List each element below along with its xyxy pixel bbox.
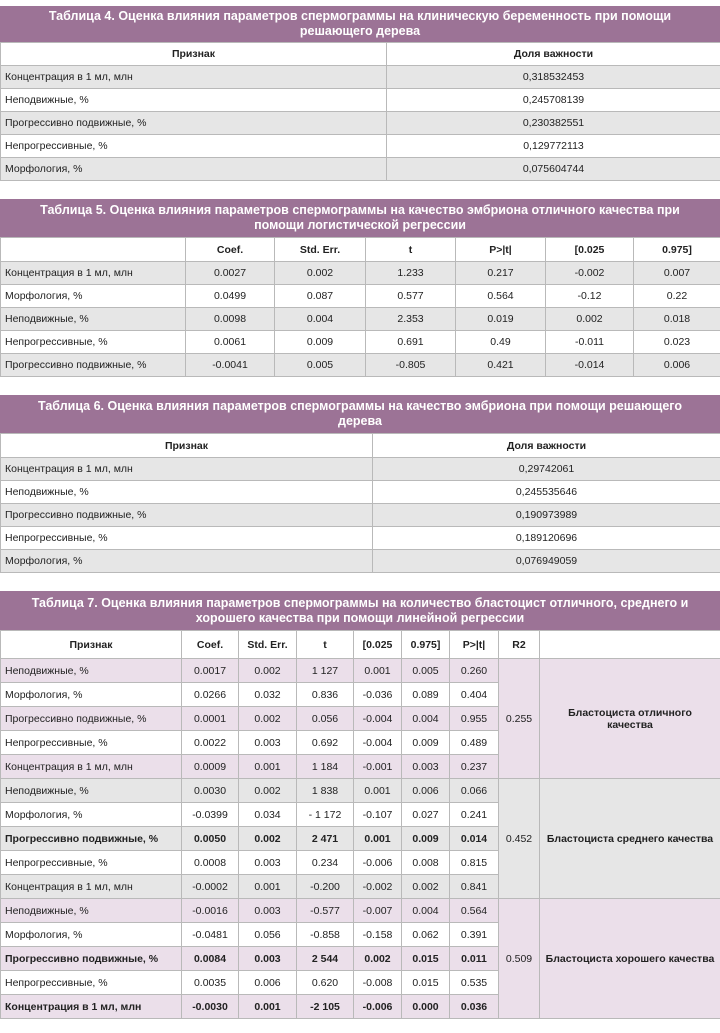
cell-value: 0.007 <box>634 262 720 285</box>
cell-value: 0.620 <box>297 971 354 995</box>
cell-value: 0.019 <box>456 308 546 331</box>
table-5 <box>0 199 720 377</box>
cell-value: 0.241 <box>450 803 499 827</box>
cell-value: 0.955 <box>450 707 499 731</box>
row-label: Прогрессивно подвижные, % <box>1 827 182 851</box>
r2-value: 0.452 <box>499 779 540 899</box>
cell-value: -0.036 <box>354 683 402 707</box>
row-label: Непрогрессивные, % <box>1 971 182 995</box>
cell-value: -0.001 <box>354 755 402 779</box>
row-label: Неподвижные, % <box>1 89 387 112</box>
cell-value: -0.014 <box>546 354 634 377</box>
cell-value: -0.158 <box>354 923 402 947</box>
column-header: [0.025 <box>546 238 634 262</box>
row-label: Непрогрессивные, % <box>1 331 186 354</box>
cell-value: -0.107 <box>354 803 402 827</box>
cell-value: -0.006 <box>354 851 402 875</box>
cell-value: 1 184 <box>297 755 354 779</box>
cell-value: 0.692 <box>297 731 354 755</box>
table-row <box>1 550 720 573</box>
row-label: Концентрация в 1 мл, млн <box>1 875 182 899</box>
cell-value: 0.056 <box>239 923 297 947</box>
cell-value: 0.004 <box>402 707 450 731</box>
column-header <box>1 238 186 262</box>
cell-value: 0.0022 <box>182 731 239 755</box>
cell-value: -0.0016 <box>182 899 239 923</box>
cell-value: 0.089 <box>402 683 450 707</box>
cell-value: 1 127 <box>297 659 354 683</box>
cell-value: 0.0035 <box>182 971 239 995</box>
cell-value: -0.002 <box>354 875 402 899</box>
cell-value: 0.815 <box>450 851 499 875</box>
column-header: Доля важности <box>387 43 720 66</box>
column-header: 0.975] <box>402 631 450 659</box>
cell-value: 0.000 <box>402 995 450 1019</box>
cell-value: 0.002 <box>239 659 297 683</box>
column-header: P>|t| <box>456 238 546 262</box>
group-label: Бластоциста отличного качества <box>540 659 720 779</box>
cell-value: 0.087 <box>275 285 366 308</box>
column-header: t <box>366 238 456 262</box>
cell-value: -0.0399 <box>182 803 239 827</box>
cell-value: 0,129772113 <box>387 135 720 158</box>
cell-value: 0.006 <box>402 779 450 803</box>
row-label: Морфология, % <box>1 803 182 827</box>
cell-value: 0,075604744 <box>387 158 720 181</box>
cell-value: 0.0009 <box>182 755 239 779</box>
cell-value: -0.011 <box>546 331 634 354</box>
cell-value: 0.0499 <box>186 285 275 308</box>
cell-value: 0.014 <box>450 827 499 851</box>
cell-value: -0.004 <box>354 731 402 755</box>
cell-value: 0.841 <box>450 875 499 899</box>
cell-value: 2 544 <box>297 947 354 971</box>
cell-value: 0.001 <box>239 875 297 899</box>
r2-value: 0.255 <box>499 659 540 779</box>
table-5-grid <box>0 237 720 377</box>
table-5-title: Таблица 5. Оценка влияния параметров спермограммы на качество эмбриона отличного качества при помощи логистической регрессии <box>0 199 720 237</box>
cell-value: -2 105 <box>297 995 354 1019</box>
cell-value: 2 471 <box>297 827 354 851</box>
row-label: Неподвижные, % <box>1 779 182 803</box>
row-label: Непрогрессивные, % <box>1 731 182 755</box>
cell-value: 0.027 <box>402 803 450 827</box>
table-row <box>1 66 720 89</box>
cell-value: -0.004 <box>354 707 402 731</box>
cell-value: 0.011 <box>450 947 499 971</box>
cell-value: 0.001 <box>354 779 402 803</box>
cell-value: 0.577 <box>366 285 456 308</box>
column-header: Признак <box>1 631 182 659</box>
cell-value: 2.353 <box>366 308 456 331</box>
cell-value: 0.002 <box>239 707 297 731</box>
table-row <box>1 354 720 377</box>
table-7-grid <box>0 630 720 1019</box>
cell-value: -0.12 <box>546 285 634 308</box>
row-label: Морфология, % <box>1 923 182 947</box>
cell-value: 0.564 <box>456 285 546 308</box>
column-header: P>|t| <box>450 631 499 659</box>
row-label: Прогрессивно подвижные, % <box>1 354 186 377</box>
cell-value: 1.233 <box>366 262 456 285</box>
cell-value: 0.062 <box>402 923 450 947</box>
table-7-title: Таблица 7. Оценка влияния параметров спермограммы на количество бластоцист отличного, среднего и хорошего качества при помощи линейной регрессии <box>0 591 720 630</box>
cell-value: 0.0084 <box>182 947 239 971</box>
cell-value: 0,230382551 <box>387 112 720 135</box>
table-row <box>1 89 720 112</box>
column-header: Coef. <box>182 631 239 659</box>
cell-value: 0.034 <box>239 803 297 827</box>
column-header <box>540 631 720 659</box>
cell-value: 0.003 <box>239 851 297 875</box>
column-header: 0.975] <box>634 238 720 262</box>
row-label: Концентрация в 1 мл, млн <box>1 458 373 481</box>
column-header: R2 <box>499 631 540 659</box>
table-row <box>1 308 720 331</box>
table-4-title: Таблица 4. Оценка влияния параметров спермограммы на клиническую беременность при помощи решающего дерева <box>0 6 720 42</box>
row-label: Концентрация в 1 мл, млн <box>1 262 186 285</box>
table-row <box>1 504 720 527</box>
table-7 <box>0 591 720 1019</box>
cell-value: 0.002 <box>239 779 297 803</box>
cell-value: 0.002 <box>354 947 402 971</box>
cell-value: 0.22 <box>634 285 720 308</box>
column-header: [0.025 <box>354 631 402 659</box>
cell-value: -0.006 <box>354 995 402 1019</box>
cell-value: 0.836 <box>297 683 354 707</box>
cell-value: 0.015 <box>402 947 450 971</box>
row-label: Непрогрессивные, % <box>1 135 387 158</box>
row-label: Неподвижные, % <box>1 899 182 923</box>
table-row <box>1 779 720 803</box>
table-4-grid <box>0 42 720 181</box>
cell-value: 0.004 <box>275 308 366 331</box>
cell-value: 0,189120696 <box>373 527 720 550</box>
row-label: Концентрация в 1 мл, млн <box>1 66 387 89</box>
cell-value: 0.002 <box>275 262 366 285</box>
cell-value: 0.002 <box>402 875 450 899</box>
row-label: Неподвижные, % <box>1 659 182 683</box>
cell-value: 0.003 <box>239 731 297 755</box>
row-label: Непрогрессивные, % <box>1 851 182 875</box>
row-label: Прогрессивно подвижные, % <box>1 112 387 135</box>
cell-value: 0,29742061 <box>373 458 720 481</box>
cell-value: 0,318532453 <box>387 66 720 89</box>
cell-value: - 1 172 <box>297 803 354 827</box>
cell-value: 0.032 <box>239 683 297 707</box>
group-label: Бластоциста среднего качества <box>540 779 720 899</box>
row-label: Морфология, % <box>1 550 373 573</box>
row-label: Концентрация в 1 мл, млн <box>1 995 182 1019</box>
cell-value: 0.234 <box>297 851 354 875</box>
table-row <box>1 262 720 285</box>
cell-value: 0.001 <box>354 827 402 851</box>
table-row <box>1 458 720 481</box>
cell-value: 0.217 <box>456 262 546 285</box>
cell-value: 0.564 <box>450 899 499 923</box>
row-label: Морфология, % <box>1 158 387 181</box>
cell-value: -0.0041 <box>186 354 275 377</box>
cell-value: 0.001 <box>354 659 402 683</box>
cell-value: 0,190973989 <box>373 504 720 527</box>
table-6 <box>0 395 720 573</box>
cell-value: 0.0050 <box>182 827 239 851</box>
cell-value: 0.056 <box>297 707 354 731</box>
table-4 <box>0 6 720 181</box>
cell-value: 0.006 <box>634 354 720 377</box>
cell-value: 0.0027 <box>186 262 275 285</box>
cell-value: 0.49 <box>456 331 546 354</box>
row-label: Неподвижные, % <box>1 308 186 331</box>
row-label: Морфология, % <box>1 683 182 707</box>
cell-value: 0.535 <box>450 971 499 995</box>
row-label: Неподвижные, % <box>1 481 373 504</box>
table-row <box>1 158 720 181</box>
cell-value: -0.008 <box>354 971 402 995</box>
cell-value: -0.200 <box>297 875 354 899</box>
cell-value: 0.006 <box>239 971 297 995</box>
cell-value: 0.004 <box>402 899 450 923</box>
column-header: Std. Err. <box>239 631 297 659</box>
table-row <box>1 899 720 923</box>
cell-value: 0,245708139 <box>387 89 720 112</box>
cell-value: 0.002 <box>546 308 634 331</box>
cell-value: -0.0481 <box>182 923 239 947</box>
row-label: Непрогрессивные, % <box>1 527 373 550</box>
cell-value: 0.0266 <box>182 683 239 707</box>
cell-value: -0.0002 <box>182 875 239 899</box>
cell-value: 0.002 <box>239 827 297 851</box>
column-header: Доля важности <box>373 434 720 458</box>
cell-value: 0.0098 <box>186 308 275 331</box>
cell-value: -0.805 <box>366 354 456 377</box>
cell-value: 0.001 <box>239 755 297 779</box>
cell-value: 0.005 <box>402 659 450 683</box>
cell-value: 0.691 <box>366 331 456 354</box>
cell-value: 0.009 <box>402 731 450 755</box>
cell-value: 0,245535646 <box>373 481 720 504</box>
table-row <box>1 481 720 504</box>
row-label: Прогрессивно подвижные, % <box>1 504 373 527</box>
row-label: Прогрессивно подвижные, % <box>1 707 182 731</box>
column-header: Coef. <box>186 238 275 262</box>
cell-value: 0.018 <box>634 308 720 331</box>
cell-value: 0.404 <box>450 683 499 707</box>
table-6-title: Таблица 6. Оценка влияния параметров спермограммы на качество эмбриона при помощи решающего дерева <box>0 395 720 433</box>
cell-value: 0.015 <box>402 971 450 995</box>
table-row <box>1 527 720 550</box>
table-6-grid <box>0 433 720 573</box>
cell-value: 0.009 <box>275 331 366 354</box>
table-row <box>1 112 720 135</box>
cell-value: 0.008 <box>402 851 450 875</box>
table-row <box>1 285 720 308</box>
cell-value: 0.0001 <box>182 707 239 731</box>
row-label: Концентрация в 1 мл, млн <box>1 755 182 779</box>
cell-value: 0,076949059 <box>373 550 720 573</box>
column-header: t <box>297 631 354 659</box>
cell-value: 0.003 <box>239 947 297 971</box>
cell-value: -0.002 <box>546 262 634 285</box>
cell-value: 0.260 <box>450 659 499 683</box>
cell-value: 0.391 <box>450 923 499 947</box>
row-label: Морфология, % <box>1 285 186 308</box>
cell-value: 0.066 <box>450 779 499 803</box>
column-header: Признак <box>1 43 387 66</box>
cell-value: -0.577 <box>297 899 354 923</box>
cell-value: 0.001 <box>239 995 297 1019</box>
cell-value: 0.237 <box>450 755 499 779</box>
cell-value: 0.009 <box>402 827 450 851</box>
r2-value: 0.509 <box>499 899 540 1019</box>
column-header: Признак <box>1 434 373 458</box>
cell-value: -0.007 <box>354 899 402 923</box>
cell-value: 0.0017 <box>182 659 239 683</box>
cell-value: -0.0030 <box>182 995 239 1019</box>
cell-value: 0.489 <box>450 731 499 755</box>
cell-value: -0.858 <box>297 923 354 947</box>
cell-value: 0.005 <box>275 354 366 377</box>
table-row <box>1 331 720 354</box>
column-header: Std. Err. <box>275 238 366 262</box>
cell-value: 0.0030 <box>182 779 239 803</box>
group-label: Бластоциста хорошего качества <box>540 899 720 1019</box>
cell-value: 0.0061 <box>186 331 275 354</box>
table-row <box>1 659 720 683</box>
cell-value: 0.036 <box>450 995 499 1019</box>
cell-value: 0.023 <box>634 331 720 354</box>
cell-value: 0.421 <box>456 354 546 377</box>
cell-value: 0.003 <box>402 755 450 779</box>
cell-value: 1 838 <box>297 779 354 803</box>
cell-value: 0.003 <box>239 899 297 923</box>
table-row <box>1 135 720 158</box>
row-label: Прогрессивно подвижные, % <box>1 947 182 971</box>
cell-value: 0.0008 <box>182 851 239 875</box>
